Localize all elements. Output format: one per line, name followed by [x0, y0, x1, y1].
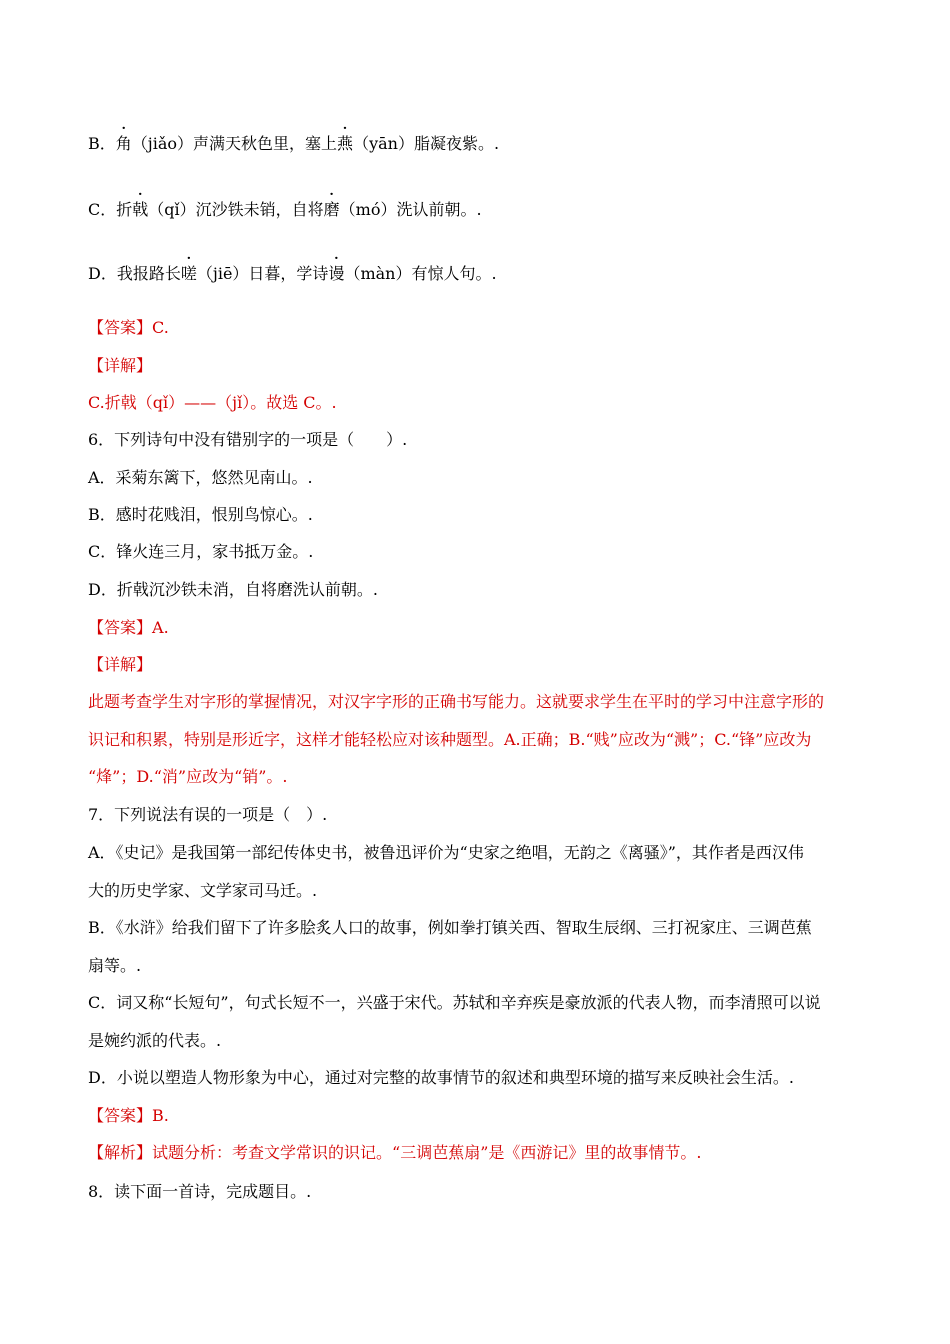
option-text: （qǐ）沉沙铁未销，自将 — [148, 200, 324, 219]
answer-tag: 【答案】 — [88, 618, 153, 637]
q5-answer — [88, 318, 169, 338]
answer-tag: 【答案】 — [88, 1106, 153, 1125]
q7-option-b-line2: 扇等。. — [88, 956, 142, 975]
q5-option-c — [88, 200, 482, 220]
q7-stem: 7．下列说法有误的一项是（ ）. — [88, 805, 328, 824]
q7-analysis — [88, 1143, 701, 1163]
answer-tag: 【答案】 — [88, 318, 153, 337]
emphasized-char: 角 — [115, 134, 132, 153]
q6-option-b: B．感时花贱泪，恨别鸟惊心。. — [88, 505, 313, 524]
option-label: B． — [88, 134, 116, 153]
analysis-text: 试题分析：考查文学常识的识记。“三调芭蕉扇”是《西游记》里的故事情节。. — [152, 1143, 702, 1162]
analysis-tag: 【解析】 — [88, 1143, 153, 1162]
emphasized-char: 戟 — [132, 200, 149, 219]
option-text: （yān）脂凝夜紫。. — [353, 134, 500, 153]
q5-option-d — [88, 264, 497, 284]
answer-value: A. — [152, 618, 169, 637]
q6-option-a: A．采菊东篱下，悠然见南山。. — [88, 468, 313, 487]
emphasized-char: 嗟 — [180, 264, 197, 283]
q5-detail-text: C.折戟（qǐ）——（jǐ）。故选 C。. — [88, 393, 337, 412]
q6-option-c: C．锋火连三月，家书抵万金。. — [88, 542, 314, 561]
q6-detail-line3: “烽”；D.“消”应改为“销”。. — [88, 767, 288, 786]
q6-answer — [88, 618, 169, 638]
q6-option-d: D．折戟沉沙铁未消，自将磨洗认前朝。. — [88, 580, 378, 599]
option-text: （màn）有惊人句。. — [344, 264, 497, 283]
answer-value: B. — [152, 1106, 169, 1125]
answer-value: C. — [152, 318, 169, 337]
q7-option-c-line2: 是婉约派的代表。. — [88, 1031, 222, 1050]
q7-option-b-line1: B．《水浒》给我们留下了许多脍炙人口的故事，例如拳打镇关西、智取生辰纲、三打祝家庄、三调芭蕉 — [88, 918, 812, 937]
q7-option-a-line2: 大的历史学家、文学家司马迁。. — [88, 881, 318, 900]
q5-detail-tag: 【详解】 — [88, 356, 153, 375]
option-label: D．我报路长 — [88, 264, 181, 283]
emphasized-char: 磨 — [323, 200, 340, 219]
q8-stem: 8．读下面一首诗，完成题目。. — [88, 1182, 312, 1201]
option-text: （mó）洗认前朝。. — [339, 200, 482, 219]
emphasized-char: 燕 — [337, 134, 354, 153]
q6-detail-line2: 识记和积累，特别是形近字，这样才能轻松应对该种题型。A.正确；B.“贱”应改为“溅”；C.“锋”应改为 — [88, 730, 812, 749]
q7-option-d: D．小说以塑造人物形象为中心，通过对完整的故事情节的叙述和典型环境的描写来反映社会生活。. — [88, 1068, 794, 1087]
q5-option-b — [88, 134, 499, 154]
q7-answer — [88, 1106, 169, 1126]
q7-option-a-line1: A．《史记》是我国第一部纪传体史书，被鲁迅评价为“史家之绝唱，无韵之《离骚》”，其作者是西汉伟 — [88, 843, 804, 862]
option-text: （jiǎo）声满天秋色里，塞上 — [131, 134, 338, 153]
q6-stem: 6．下列诗句中没有错别字的一项是（ ）. — [88, 430, 408, 449]
option-text: （jiē）日暮，学诗 — [196, 264, 329, 283]
option-label: C．折 — [88, 200, 133, 219]
q6-detail-line1: 此题考查学生对字形的掌握情况，对汉字字形的正确书写能力。这就要求学生在平时的学习中注意字形的 — [88, 692, 825, 711]
emphasized-char: 谩 — [328, 264, 345, 283]
q7-option-c-line1: C．词又称“长短句”，句式长短不一，兴盛于宋代。苏轼和辛弃疾是豪放派的代表人物，而李清照可以说 — [88, 993, 821, 1012]
q6-detail-tag: 【详解】 — [88, 655, 153, 674]
